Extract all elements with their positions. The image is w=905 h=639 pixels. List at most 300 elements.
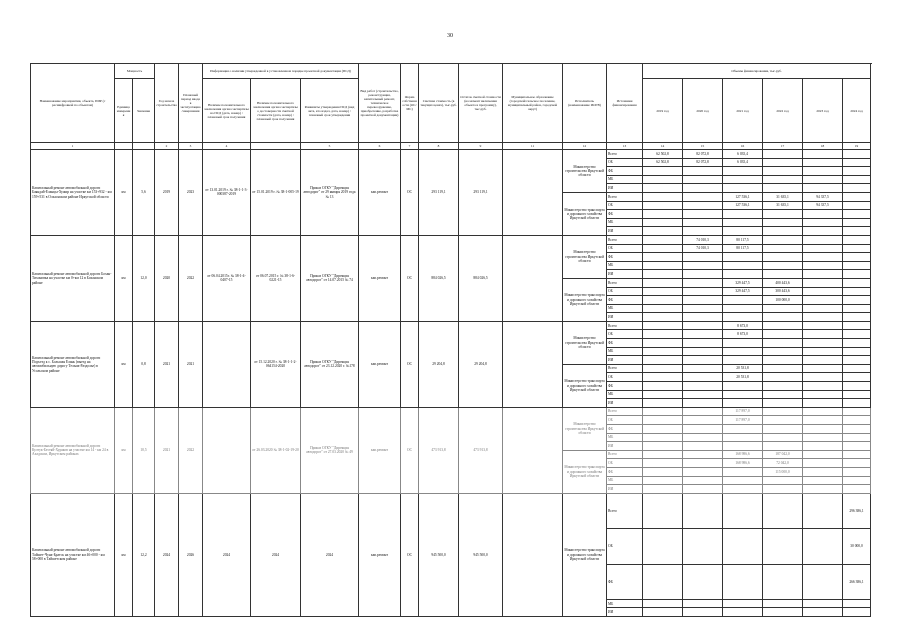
year-commission: 2022: [179, 407, 203, 493]
fin-source: МБ: [607, 175, 643, 184]
amount-cell: [643, 184, 683, 193]
pd-expertise: [203, 321, 251, 407]
amount-cell: [843, 608, 871, 617]
amount-cell: [643, 244, 683, 253]
col-number: 14: [643, 143, 683, 150]
col-number: 17: [763, 143, 803, 150]
fin-source: ОБ: [607, 287, 643, 296]
fin-source: ИИ: [607, 356, 643, 365]
amount-cell: [803, 433, 843, 442]
amount-cell: [763, 364, 803, 373]
amount-cell: [723, 227, 763, 236]
amount-cell: [643, 407, 683, 416]
col-number: 6: [359, 143, 401, 150]
amount-cell: [803, 158, 843, 167]
amount-cell: [723, 564, 763, 599]
amount-cell: [763, 425, 803, 434]
municipality: [503, 235, 563, 321]
fin-source: Всего: [607, 192, 643, 201]
amount-cell: [683, 356, 723, 365]
fin-source: Всего: [607, 364, 643, 373]
capacity-unit: км: [115, 321, 133, 407]
amount-cell: [763, 433, 803, 442]
header-year-start: Год начала строительства: [155, 64, 179, 143]
object-name: Капитальный ремонт автомобильной дороги Баяндай-Еланцы-Хужир на участке км 153+932 - км 159+531 в Ольхонском районе Иркутской области: [31, 150, 115, 236]
amount-cell: 168 986,6: [723, 450, 763, 459]
amount-cell: [643, 356, 683, 365]
amount-cell: [803, 175, 843, 184]
col-number: 7: [401, 143, 419, 150]
executor: Министерство строительства Иркутской области: [563, 150, 607, 193]
fin-source: МБ: [607, 261, 643, 270]
fin-source: МБ: [607, 347, 643, 356]
amount-cell: [683, 476, 723, 485]
amount-cell: 20 531,8: [723, 364, 763, 373]
header-pd-approval: Реквизиты утверждения ПСД (вид акта, кто издал, дата, номер) / плановый срок утверждения: [301, 79, 359, 143]
amount-cell: [843, 425, 871, 434]
amount-cell: [803, 167, 843, 176]
amount-cell: [683, 347, 723, 356]
amount-cell: [683, 407, 723, 416]
header-pd-cost: Наличие положительного заключения органа экспертизы о достоверности сметной стоимости (дата, номер) / плановый срок получения: [251, 79, 301, 143]
amount-cell: [643, 390, 683, 399]
pd-approval: Приказ ОГКУ "Дирекция автодорог" от 27.03.2020 № 49: [301, 407, 359, 493]
amount-cell: [803, 313, 843, 322]
fin-source: Всего: [607, 321, 643, 330]
page-number: 30: [447, 33, 453, 39]
amount-cell: [803, 235, 843, 244]
amount-cell: [723, 529, 763, 564]
executor: Министерство строительства Иркутской области: [563, 321, 607, 364]
amount-cell: 329 447,5: [723, 278, 763, 287]
col-number: 8: [419, 143, 459, 150]
amount-cell: 62 502,8: [643, 158, 683, 167]
amount-cell: [683, 278, 723, 287]
amount-cell: [843, 304, 871, 313]
amount-cell: [643, 313, 683, 322]
amount-cell: [843, 339, 871, 348]
fin-source: ФБ: [607, 253, 643, 262]
estimated-cost: 473 913,8: [419, 407, 459, 493]
amount-cell: [723, 347, 763, 356]
amount-cell: [643, 416, 683, 425]
amount-cell: [683, 364, 723, 373]
municipality: [503, 321, 563, 407]
amount-cell: [843, 244, 871, 253]
amount-cell: [683, 599, 723, 608]
col-number: [133, 143, 155, 150]
pd-approval: Приказ ОГКУ "Дирекция автодорог" от 29 января 2019 года № 13: [301, 150, 359, 236]
col-number: 19: [843, 143, 871, 150]
amount-cell: [843, 450, 871, 459]
amount-cell: [643, 347, 683, 356]
amount-cell: [843, 296, 871, 305]
amount-cell: [763, 253, 803, 262]
amount-cell: [683, 192, 723, 201]
amount-cell: [843, 476, 871, 485]
amount-cell: [683, 167, 723, 176]
amount-cell: [643, 529, 683, 564]
fin-source: ОБ: [607, 459, 643, 468]
amount-cell: [763, 599, 803, 608]
amount-cell: [643, 278, 683, 287]
work-type: кап.ремонт: [359, 150, 401, 236]
amount-cell: [803, 608, 843, 617]
object-name: Капитальный ремонт автомобильной дороги Култук-Бестяй-Худяков на участке км 14 - км 24 в Ахадском, Иркутском районах: [31, 407, 115, 493]
amount-cell: 117 897,0: [723, 416, 763, 425]
capacity-unit: км: [115, 150, 133, 236]
amount-cell: [683, 564, 723, 599]
work-type: кап.ремонт: [359, 493, 401, 616]
amount-cell: [803, 425, 843, 434]
amount-cell: [843, 158, 871, 167]
amount-cell: [843, 150, 871, 159]
amount-cell: [683, 399, 723, 408]
amount-cell: 94 337,5: [803, 192, 843, 201]
capacity-value: 10,5: [133, 407, 155, 493]
amount-cell: [803, 599, 843, 608]
pd-cost-check: от 26.03.2020 № 38-1-02-19-20: [251, 407, 301, 493]
financing-table: [30, 63, 871, 617]
amount-cell: [643, 485, 683, 494]
amount-cell: [643, 287, 683, 296]
amount-cell: [843, 364, 871, 373]
fin-source: ИИ: [607, 270, 643, 279]
executor: Министерство строительства Иркутской области: [563, 235, 607, 278]
fin-source: ИИ: [607, 485, 643, 494]
amount-cell: [843, 235, 871, 244]
amount-cell: [683, 339, 723, 348]
amount-cell: [643, 218, 683, 227]
object-name: Капитальный ремонт автомобильной дороги Тайшет-Чуна-Братск на участке км 46+000 - км 58+000 в Тайшетском районе: [31, 493, 115, 616]
amount-cell: [763, 529, 803, 564]
header-volume: Объемы финансирования, тыс.руб.: [643, 64, 871, 79]
col-number: 4: [203, 143, 251, 150]
amount-cell: [683, 373, 723, 382]
column-numbers-row: [31, 143, 871, 150]
col-number: 13: [607, 143, 643, 150]
col-number: [251, 143, 301, 150]
amount-cell: 300 443,6: [763, 287, 803, 296]
amount-cell: [643, 467, 683, 476]
header-year: 2022 год: [763, 79, 803, 143]
amount-cell: [803, 184, 843, 193]
amount-cell: [723, 184, 763, 193]
amount-cell: [763, 270, 803, 279]
amount-cell: [843, 270, 871, 279]
estimated-cost: 293 119,1: [419, 150, 459, 236]
amount-cell: [683, 296, 723, 305]
col-number: 11: [503, 143, 563, 150]
amount-cell: [763, 304, 803, 313]
amount-cell: [643, 339, 683, 348]
amount-cell: [643, 253, 683, 262]
amount-cell: 20 531,8: [723, 373, 763, 382]
fin-source: ОБ: [607, 330, 643, 339]
amount-cell: [683, 304, 723, 313]
amount-cell: [843, 192, 871, 201]
amount-cell: [683, 450, 723, 459]
pd-cost-check: от 06.07.2015 г. № 38-1-6-0221-15: [251, 235, 301, 321]
amount-cell: [763, 167, 803, 176]
header-fin-source: Источники финансирования: [607, 64, 643, 143]
amount-cell: [763, 313, 803, 322]
amount-cell: [803, 529, 843, 564]
amount-cell: [763, 399, 803, 408]
amount-cell: [683, 218, 723, 227]
amount-cell: [643, 382, 683, 391]
amount-cell: [843, 184, 871, 193]
pd-expertise: от 06.04.2015г. № 38-1-4-0407-15: [203, 235, 251, 321]
amount-cell: [843, 373, 871, 382]
amount-cell: [723, 270, 763, 279]
fin-source: ОБ: [607, 201, 643, 210]
pd-approval: Приказ ОГКУ "Дирекция автодорог" от 23.12.2020 г. №178: [301, 321, 359, 407]
amount-cell: [683, 459, 723, 468]
amount-cell: [683, 287, 723, 296]
header-year: 2024 год: [843, 79, 871, 143]
fin-source: ОБ: [607, 158, 643, 167]
amount-cell: [723, 313, 763, 322]
amount-cell: [643, 210, 683, 219]
amount-cell: 296 386,1: [843, 493, 871, 528]
capacity-unit: км: [115, 235, 133, 321]
amount-cell: [843, 599, 871, 608]
col-number: 12: [563, 143, 607, 150]
amount-cell: [843, 313, 871, 322]
amount-cell: [803, 227, 843, 236]
amount-cell: [683, 330, 723, 339]
amount-cell: [763, 373, 803, 382]
amount-cell: [643, 450, 683, 459]
pd-cost-check: от 15.01.2019 г. № 38-1-005-19: [251, 150, 301, 236]
amount-cell: [763, 175, 803, 184]
fin-source: ОБ: [607, 373, 643, 382]
amount-cell: [643, 425, 683, 434]
amount-cell: [803, 261, 843, 270]
table-row: [31, 321, 871, 330]
amount-cell: [643, 493, 683, 528]
amount-cell: [763, 407, 803, 416]
fin-source: ИИ: [607, 399, 643, 408]
amount-cell: [843, 253, 871, 262]
header-cap-unit: Единица измерения: [115, 79, 133, 143]
estimated-cost: 884 026,5: [419, 235, 459, 321]
amount-cell: [803, 347, 843, 356]
amount-cell: [723, 218, 763, 227]
amount-cell: 80 117,5: [723, 244, 763, 253]
amount-cell: [803, 442, 843, 451]
header-work-type: Вид работ (строительство, реконструкция, капитальный ремонт, техническое перевооружение, приобретение, разработка проектной документации): [359, 64, 401, 143]
table-row: [31, 150, 871, 159]
fin-source: МБ: [607, 218, 643, 227]
fin-source: ОБ: [607, 529, 643, 564]
fin-source: ОБ: [607, 244, 643, 253]
amount-cell: [763, 218, 803, 227]
amount-cell: [643, 608, 683, 617]
amount-cell: [843, 442, 871, 451]
amount-cell: [803, 416, 843, 425]
estimated-cost: 945 500,0: [419, 493, 459, 616]
amount-cell: [803, 399, 843, 408]
amount-cell: [763, 235, 803, 244]
col-number: 15: [683, 143, 723, 150]
amount-cell: [723, 304, 763, 313]
amount-cell: 329 447,5: [723, 287, 763, 296]
amount-cell: 82 072,8: [683, 150, 723, 159]
amount-cell: [643, 442, 683, 451]
amount-cell: [843, 321, 871, 330]
amount-cell: [803, 339, 843, 348]
col-number: 3: [179, 143, 203, 150]
year-start: 2020: [155, 235, 179, 321]
col-number: 5: [301, 143, 359, 150]
amount-cell: [843, 407, 871, 416]
amount-cell: 74 010,3: [683, 244, 723, 253]
fin-source: МБ: [607, 599, 643, 608]
year-start: 2021: [155, 407, 179, 493]
amount-cell: [683, 201, 723, 210]
amount-cell: 8 673,0: [723, 321, 763, 330]
amount-cell: [723, 382, 763, 391]
year-start: 2021: [155, 321, 179, 407]
amount-cell: [643, 373, 683, 382]
header-pd-expertise: Наличие положительного заключения органа экспертизы на ПСД (дата, номер) / плановый срок получения: [203, 79, 251, 143]
ownership: ОС: [401, 321, 419, 407]
amount-cell: [843, 218, 871, 227]
amount-cell: [683, 493, 723, 528]
amount-cell: [643, 192, 683, 201]
amount-cell: [683, 175, 723, 184]
amount-cell: [723, 339, 763, 348]
object-name: Капитальный ремонт автомобильной дороги Подъезд к с. Большая Елань (выезд на автомобильную дорогу Тельма-Раздолье) в Усольском районе: [31, 321, 115, 407]
header-year: 2020 год: [683, 79, 723, 143]
executor: Министерство транспорта и дорожного хозяйства Иркутской области: [563, 364, 607, 407]
fin-source: Всего: [607, 235, 643, 244]
ownership: ОС: [401, 493, 419, 616]
amount-cell: [803, 373, 843, 382]
amount-cell: [763, 210, 803, 219]
amount-cell: [723, 390, 763, 399]
pd-cost-check: 2024: [251, 493, 301, 616]
amount-cell: [683, 467, 723, 476]
year-start: 2019: [155, 150, 179, 236]
fin-source: ИИ: [607, 608, 643, 617]
remaining-cost: 473 913,8: [459, 407, 503, 493]
amount-cell: [843, 467, 871, 476]
table-row: [31, 493, 871, 528]
amount-cell: [683, 321, 723, 330]
amount-cell: [643, 364, 683, 373]
amount-cell: 30 000,0: [843, 529, 871, 564]
capacity-unit: км: [115, 493, 133, 616]
header-executor: Исполнитель (наименование ИОГВ): [563, 64, 607, 143]
amount-cell: [763, 184, 803, 193]
amount-cell: 62 502,8: [643, 150, 683, 159]
amount-cell: [763, 564, 803, 599]
amount-cell: [803, 564, 843, 599]
table-header: [31, 64, 871, 150]
amount-cell: [843, 347, 871, 356]
amount-cell: [843, 167, 871, 176]
amount-cell: [843, 485, 871, 494]
work-type: кап.ремонт: [359, 321, 401, 407]
fin-source: ФБ: [607, 167, 643, 176]
header-est-cost: Сметная стоимость (в текущих ценах), тыс.руб.: [419, 64, 459, 143]
fin-source: Всего: [607, 407, 643, 416]
amount-cell: [643, 235, 683, 244]
fin-source: МБ: [607, 304, 643, 313]
amount-cell: [643, 270, 683, 279]
estimated-cost: 29 204,8: [419, 321, 459, 407]
amount-cell: [643, 399, 683, 408]
pd-cost-check: от 15.12.2020 г. № 38-1-1-2-064154-2020: [251, 321, 301, 407]
fin-source: ФБ: [607, 425, 643, 434]
fin-source: Всего: [607, 150, 643, 159]
amount-cell: [643, 296, 683, 305]
fin-source: ФБ: [607, 296, 643, 305]
amount-cell: [843, 433, 871, 442]
amount-cell: [643, 433, 683, 442]
amount-cell: [843, 390, 871, 399]
table-body: [31, 150, 871, 617]
amount-cell: [763, 416, 803, 425]
header-pd-info: Информация о наличии утвержденной в установленном порядке проектной документации (ПСД): [203, 64, 359, 79]
amount-cell: [683, 253, 723, 262]
executor: Министерство строительства Иркутской области: [563, 407, 607, 450]
amount-cell: 80 117,5: [723, 235, 763, 244]
amount-cell: [683, 390, 723, 399]
amount-cell: [763, 382, 803, 391]
fin-source: ИИ: [607, 313, 643, 322]
amount-cell: [723, 399, 763, 408]
header-year-commission: Плановый период ввода в эксплуатацию/завершения: [179, 64, 203, 143]
amount-cell: [643, 476, 683, 485]
col-number: 16: [723, 143, 763, 150]
remaining-cost: 884 026,5: [459, 235, 503, 321]
year-commission: 2022: [179, 235, 203, 321]
amount-cell: [723, 476, 763, 485]
amount-cell: 100 000,0: [763, 296, 803, 305]
amount-cell: [803, 364, 843, 373]
amount-cell: [683, 270, 723, 279]
amount-cell: [723, 210, 763, 219]
amount-cell: [763, 261, 803, 270]
municipality: [503, 407, 563, 493]
amount-cell: [723, 442, 763, 451]
amount-cell: [843, 382, 871, 391]
amount-cell: [763, 356, 803, 365]
object-name: Капитальный ремонт автомобильной дороги Бохан-Тихоновка на участке км 0+км 12 в Боханском районе: [31, 235, 115, 321]
fin-source: ОБ: [607, 416, 643, 425]
amount-cell: [763, 227, 803, 236]
amount-cell: 400 443,6: [763, 278, 803, 287]
pd-expertise: [203, 407, 251, 493]
amount-cell: [803, 330, 843, 339]
amount-cell: 127 536,1: [723, 192, 763, 201]
amount-cell: [643, 564, 683, 599]
amount-cell: [643, 599, 683, 608]
col-number: 9: [459, 143, 503, 150]
amount-cell: [803, 296, 843, 305]
remaining-cost: 945 500,0: [459, 493, 503, 616]
amount-cell: [803, 382, 843, 391]
executor: Министерство транспорта и дорожного хозяйства Иркутской области: [563, 278, 607, 321]
amount-cell: [683, 184, 723, 193]
ownership: ОС: [401, 235, 419, 321]
amount-cell: [803, 321, 843, 330]
amount-cell: [723, 253, 763, 262]
